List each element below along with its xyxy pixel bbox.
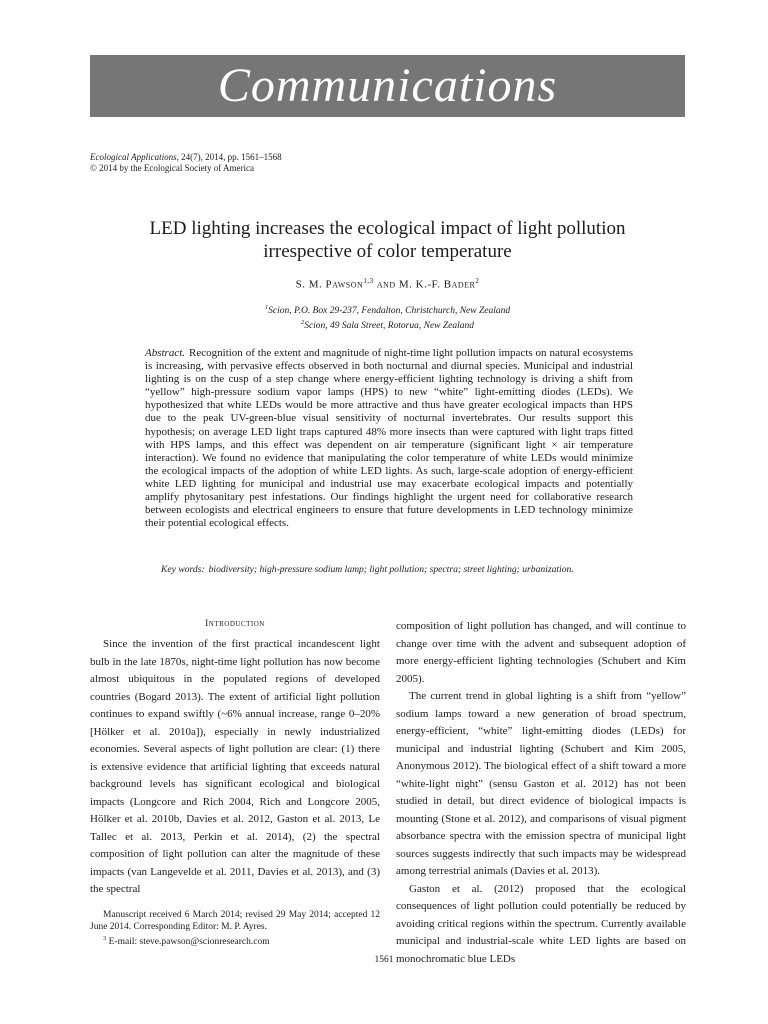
email-marker: 3 bbox=[103, 935, 107, 942]
affiliation-1-marker: 1 bbox=[264, 304, 269, 311]
footnotes bbox=[90, 910, 380, 949]
author-line bbox=[90, 277, 685, 291]
intro-paragraph-continued: composition of light pollution has changed, and will continue to change over time with the advent and subsequent adoption of more energy-efficient lighting technologies (Schubert and Kim 2005). bbox=[396, 620, 686, 685]
banner-title: Communications bbox=[217, 59, 558, 112]
affiliations bbox=[90, 302, 685, 332]
keywords bbox=[145, 564, 633, 576]
keywords-text: biodiversity; high-pressure sodium lamp; light pollution; spectra; street lighting; urbanization. bbox=[208, 564, 574, 575]
page-number: 1561 bbox=[374, 955, 394, 965]
title-line-2: irrespective of color temperature bbox=[263, 241, 512, 262]
journal-name: Ecological Applications bbox=[90, 152, 177, 162]
affiliation-1 bbox=[90, 302, 685, 317]
author-1: S. M. Pawson bbox=[295, 278, 364, 291]
abstract-text: Recognition of the extent and magnitude of night-time light pollution impacts on natural ecosystems is increasing, with pervasive effects observed in both nocturnal and diurnal species. Municipal and industrial lighting is on the cusp of a step change where energy-efficient lighting technology is driving a shift from “yellow” high-pressure sodium vapor lamps (HPS) to new “white” light-emitting diodes (LEDs). We hypothesized that white LEDs would be more attractive and thus have greater ecological impacts than HPS due to the peak UV-green-blue visual sensitivity of nocturnal invertebrates. Our results support this hypothesis; on average LED light traps captured 48% more insects than were captured with light traps fitted with HPS lamps, and this effect was dependent on air temperature (significant light × air temperature interaction). We found no evidence that manipulating the color temperature of white LEDs would minimize the ecological impacts of the adoption of white LED lights. As such, large-scale adoption of energy-efficient white LED lighting for municipal and industrial use may exacerbate ecological impacts and potentially amplify phytosanitary pest infestations. Our findings highlight the urgent need for collaborative research between ecologists and electrical engineers to ensure that future developments in LED technology minimize their potential ecological effects. bbox=[145, 347, 633, 530]
citation-block bbox=[90, 152, 282, 174]
author-1-affil-marker: 1,3 bbox=[363, 277, 374, 285]
body-column-right bbox=[396, 618, 686, 968]
copyright-line: © 2014 by the Ecological Society of America bbox=[90, 163, 255, 173]
body-column-left bbox=[90, 618, 380, 899]
section-banner bbox=[90, 55, 685, 117]
affiliation-2-text: Scion, 49 Sala Street, Rotorua, New Zealand bbox=[304, 321, 475, 332]
manuscript-note: Manuscript received 6 March 2014; revised 29 May 2014; accepted 12 June 2014. Corresponding Editor: M. P. Ayres. bbox=[90, 910, 380, 932]
section-heading-introduction: Introduction bbox=[205, 619, 265, 629]
author-2-affil-marker: 2 bbox=[475, 277, 480, 285]
affiliation-1-text: Scion, P.O. Box 29-237, Fendalton, Christchurch, New Zealand bbox=[268, 306, 511, 317]
author-2: M. K.-F. Bader bbox=[398, 278, 476, 291]
intro-paragraph-2: The current trend in global lighting is a shift from “yellow” sodium lamps toward a new generation of broad spectrum, energy-efficient, “white” light-emitting diodes (LEDs) for municipal and industrial lighting (Schubert and Kim 2005, Anonymous 2012). The biological effect of a shift toward a more “white-light night” (sensu Gaston et al. 2012) has not been studied in detail, but direct evidence of biological impacts is mounting (Stone et al. 2012), and comparisons of visual pigment absorbance spectra with the emission spectra of municipal light sources suggests indirectly that such impacts may be widespread among terrestrial animals (Davies et al. 2013). bbox=[396, 690, 686, 877]
abstract bbox=[145, 347, 633, 530]
citation-line bbox=[90, 152, 282, 163]
affiliation-2 bbox=[90, 317, 685, 332]
article-title bbox=[90, 217, 685, 263]
title-line-1: LED lighting increases the ecological impact of light pollution bbox=[149, 218, 626, 239]
citation-details: , 24(7), 2014, pp. 1561–1568 bbox=[176, 152, 282, 162]
affiliation-2-marker: 2 bbox=[300, 319, 305, 327]
author-joiner: and bbox=[373, 278, 399, 291]
abstract-label: Abstract. bbox=[145, 347, 186, 359]
email-text: E-mail: steve.pawson@scionresearch.com bbox=[106, 937, 270, 948]
email-note bbox=[90, 933, 380, 949]
keywords-label: Key words: bbox=[161, 564, 205, 575]
intro-paragraph-1: Since the invention of the first practical incandescent light bulb in the late 1870s, night-time light pollution has now become almost ubiquitous in the populated regions of developed countries (Bogard 2013). The extent of artificial light pollution continues to expand swiftly (~6% annual increase, range 0–20% [Hölker et al. 2010a]), especially in newly industrialized economies. Several aspects of light pollution are clear: (1) there is extensive evidence that artificial lighting that exceeds natural background levels has significant ecological and biological impacts (Longcore and Rich 2004, Rich and Longcore 2005, Hölker et al. 2010b, Davies et al. 2012, Gaston et al. 2013, Le Tallec et al. 2013, Perkin et al. 2014), (2) the spectral composition of light pollution can alter the magnitude of these impacts (van Langevelde et al. 2011, Davies et al. 2013), and (3) the spectral bbox=[90, 638, 380, 895]
intro-paragraph-3: Gaston et al. (2012) proposed that the ecological consequences of light pollution could potentially be reduced by avoiding critical regions within the spectrum. Currently available municipal and industrial-scale white LED lights are based on monochromatic blue LEDs bbox=[396, 882, 686, 965]
